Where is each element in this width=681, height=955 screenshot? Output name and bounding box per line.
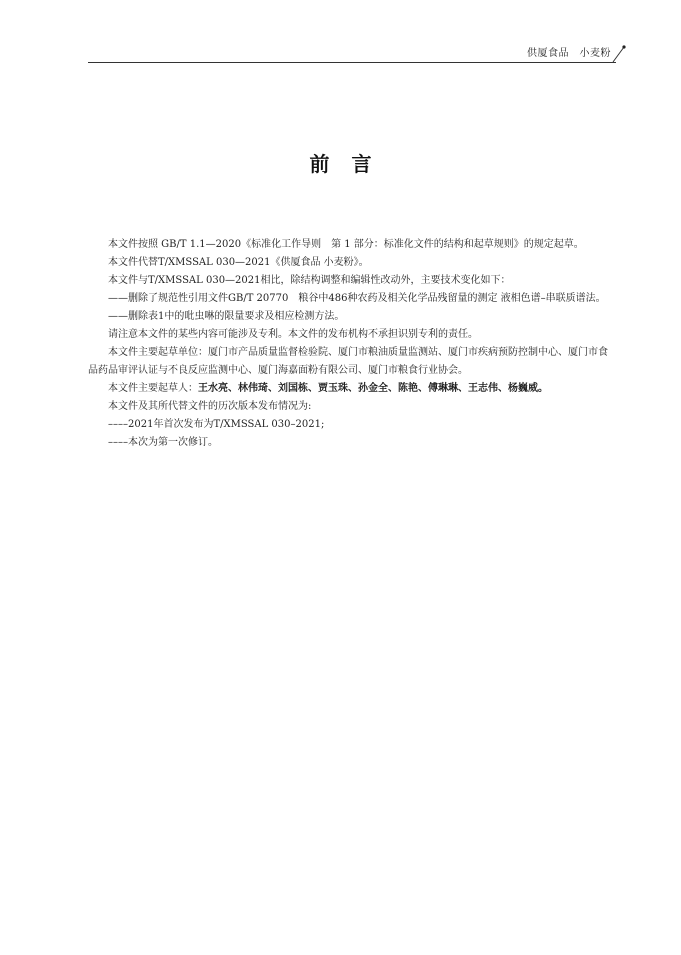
paragraph-drafting-units: 本文件主要起草单位：厦门市产品质量监督检验院、厦门市粮油质量监测站、厦门市疾病预防控制中心、厦门市食品药品审评认证与不良反应监测中心、厦门海嘉面粉有限公司、厦门市粮食行业协会。 (88, 347, 608, 376)
paragraph-replaces: 本文件代替T/XMSSAL 030—2021《供厦食品 小麦粉》。 (108, 257, 369, 268)
paragraph-drafters (88, 383, 608, 395)
paragraph-patent-notice: 请注意本文件的某些内容可能涉及专利。本文件的发布机构不承担识别专利的责任。 (108, 329, 478, 340)
header-slash-mark (612, 44, 626, 63)
foreword-body (88, 236, 608, 452)
running-header-title: 供厦食品 小麦粉 (527, 48, 611, 59)
drafters-label: 本文件主要起草人： (108, 383, 198, 394)
paragraph-history-revision: ––––本次为第一次修订。 (108, 437, 218, 448)
paragraph-history-intro: 本文件及其所代替文件的历次版本发布情况为: (108, 401, 312, 412)
page-title: 前言 (309, 152, 394, 176)
paragraph-change-1: ——删除了规范性引用文件GB/T 20770 粮谷中486种农药及相关化学品残留量的测定 液相色谱–串联质谱法。 (108, 293, 606, 304)
drafters-names: 王水亮、林伟琦、刘国栋、贾玉珠、孙金全、陈艳、傅琳琳、王志伟、杨巍威。 (198, 383, 548, 394)
paragraph-history-2021: ––––2021年首次发布为T/XMSSAL 030–2021; (108, 419, 325, 430)
paragraph-change-2: ——删除表1中的吡虫啉的限量要求及相应检测方法。 (108, 311, 345, 322)
paragraph-drafting-rules: 本文件按照 GB/T 1.1—2020《标准化工作导则 第 1 部分：标准化文件的结构和起草规则》的规定起草。 (108, 239, 584, 250)
paragraph-changes-intro: 本文件与T/XMSSAL 030—2021相比，除结构调整和编辑性改动外，主要技术变化如下： (108, 275, 511, 286)
header-rule (88, 62, 616, 63)
